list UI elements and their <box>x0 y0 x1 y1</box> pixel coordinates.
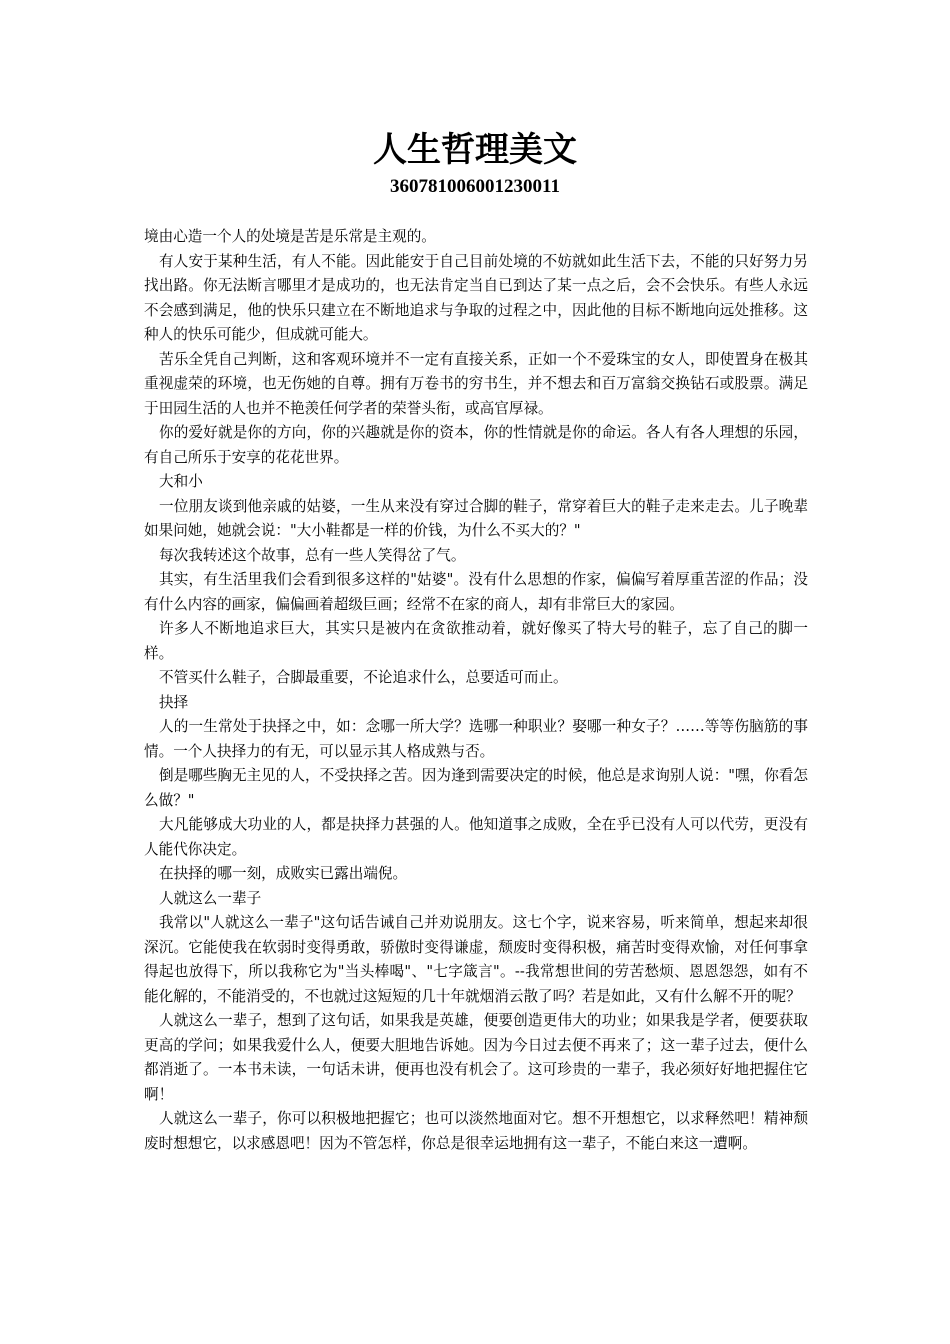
body-paragraph: 在抉择的哪一刻，成败实已露出端倪。 <box>159 865 408 882</box>
body-paragraph: 你的爱好就是你的方向，你的兴趣就是你的资本，你的性情就是你的命运。各人有各人理想的乐园，有自己所乐于安享的花花世界。 <box>144 424 808 466</box>
document-title: 人生哲理美文 <box>373 130 577 170</box>
body-paragraph: 境由心造一个人的处境是苦是乐常是主观的。 <box>144 228 436 245</box>
body-paragraph: 其实，有生活里我们会看到很多这样的"姑婆"。没有什么思想的作家，偏偏写着厚重苦涩的作品；没有什么内容的画家，偏偏画着超级巨画；经常不在家的商人，却有非常巨大的家园。 <box>144 571 808 613</box>
body-paragraph: 每次我转述这个故事，总有一些人笑得岔了气。 <box>159 546 466 564</box>
body-paragraph: 我常以"人就这么一辈子"这句话告诫自己并劝说朋友。这七个字，说来容易，听来简单，想起来却很深沉。它能使我在软弱时变得勇敢，骄傲时变得谦虚，颓废时变得积极，痛苦时变得欢愉，对任何事拿得起也放得下，所以我称它为"当头棒喝"、"七字箴言"。--我常想世间的劳苦愁烦、恩恩怨怨，如有不能化解的，不能消受的，不也就过这短短的几十年就烟消云散了吗？若是如此，又有什么解不开的呢？ <box>144 914 808 1005</box>
body-paragraph: 人就这么一辈子，想到了这句话，如果我是英雄，便要创造更伟大的功业；如果我是学者，便要获取更高的学问；如果我爱什么人，便要大胆地告诉她。因为今日过去便不再来了；这一辈子过去，便什么都消逝了。一本书未读，一句话未讲，便再也没有机会了。这可珍贵的一辈子，我必须好好地把握住它啊！ <box>144 1012 808 1103</box>
body-paragraph: 有人安于某种生活，有人不能。因此能安于自己目前处境的不妨就如此生活下去，不能的只好努力另找出路。你无法断言哪里才是成功的，也无法肯定当自已到达了某一点之后，会不会快乐。有些人永远不会感到满足，他的快乐只建立在不断地追求与争取的过程之中，因此他的目标不断地向远处推移。这种人的快乐可能少，但成就可能大。 <box>144 252 808 343</box>
body-paragraph: 许多人不断地追求巨大，其实只是被内在贪欲推动着，就好像买了特大号的鞋子，忘了自己的脚一样。 <box>144 620 808 662</box>
body-paragraph: 苦乐全凭自己判断，这和客观环境并不一定有直接关系，正如一个不爱珠宝的女人，即使置身在极其重视虚荣的环境，也无伤她的自尊。拥有万卷书的穷书生，并不想去和百万富翁交换钻石或股票。满足于田园生活的人也并不艳羡任何学者的荣誉头衔，或高官厚禄。 <box>144 350 808 417</box>
document-number: 360781006001230011 <box>390 176 560 197</box>
document-body <box>144 225 808 1156</box>
body-paragraph: 大和小 <box>159 473 203 490</box>
body-paragraph: 大凡能够成大功业的人，都是抉择力甚强的人。他知道事之成败，全在乎已没有人可以代劳，更没有人能代你决定。 <box>144 816 808 858</box>
body-paragraph: 不管买什么鞋子，合脚最重要，不论追求什么，总要适可而止。 <box>159 669 568 686</box>
body-paragraph: 人的一生常处于抉择之中，如：念哪一所大学？选哪一种职业？娶哪一种女子？……等等伤脑筋的事情。一个人抉择力的有无，可以显示其人格成熟与否。 <box>144 718 808 760</box>
body-paragraph: 倒是哪些胸无主见的人，不受抉择之苦。因为逢到需要决定的时候，他总是求询别人说："嘿，你看怎么做？" <box>144 767 808 809</box>
body-paragraph: 人就这么一辈子，你可以积极地把握它；也可以淡然地面对它。想不开想想它，以求释然吧！精神颓废时想想它，以求感恩吧！因为不管怎样，你总是很幸运地拥有这一辈子，不能白来这一遭啊。 <box>144 1110 808 1152</box>
body-paragraph: 人就这么一辈子 <box>159 889 262 907</box>
body-paragraph: 抉择 <box>159 693 189 711</box>
body-paragraph: 一位朋友谈到他亲戚的姑婆，一生从来没有穿过合脚的鞋子，常穿着巨大的鞋子走来走去。儿子晚辈如果问她，她就会说："大小鞋都是一样的价钱，为什么不买大的？" <box>144 497 808 539</box>
